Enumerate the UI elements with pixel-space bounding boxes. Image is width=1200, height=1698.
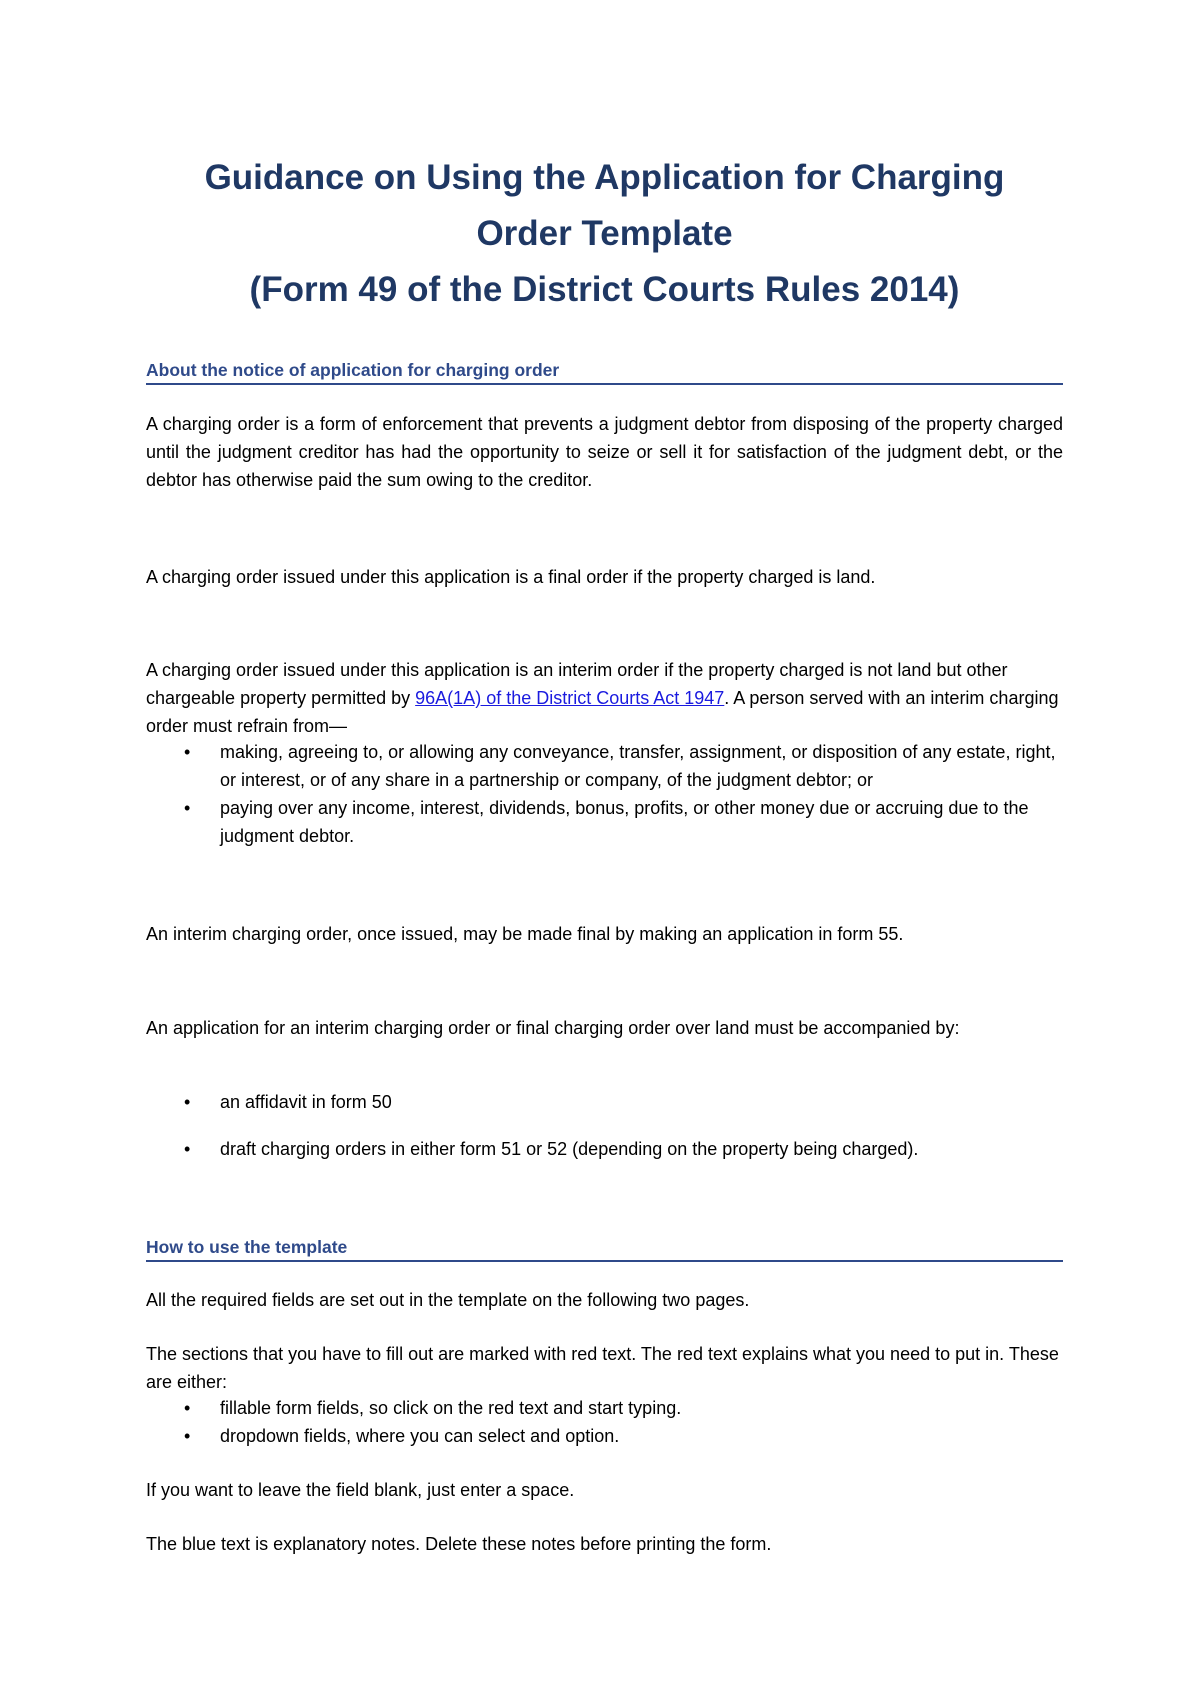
- field-types-list: [146, 1394, 1063, 1450]
- list-item: • an affidavit in form 50: [146, 1088, 1063, 1116]
- title-line-1: Guidance on Using the Application for Charging: [204, 158, 1005, 197]
- accompanying-documents-list-2: [146, 1135, 1063, 1163]
- bullet-icon: •: [184, 798, 191, 818]
- paragraph-final-order: A charging order issued under this application is a final order if the property charged is land.: [146, 567, 876, 587]
- refrain-from-list: [146, 738, 1063, 850]
- section-heading-about: About the notice of application for charging order: [146, 359, 1063, 385]
- paragraph-leave-blank: If you want to leave the field blank, just enter a space.: [146, 1480, 575, 1500]
- bullet-icon: •: [184, 1139, 191, 1159]
- document-title: [146, 150, 1063, 318]
- section-heading-how-to-use: How to use the template: [146, 1236, 1063, 1262]
- paragraph-blue-text: The blue text is explanatory notes. Delete these notes before printing the form.: [146, 1534, 772, 1554]
- accompanying-documents-list: [146, 1088, 1063, 1116]
- district-courts-act-link[interactable]: 96A(1A) of the District Courts Act 1947: [415, 688, 725, 708]
- paragraph-required-fields: All the required fields are set out in the template on the following two pages.: [146, 1290, 750, 1310]
- bullet-icon: •: [184, 1398, 191, 1418]
- title-line-3: (Form 49 of the District Courts Rules 2014): [249, 270, 960, 309]
- list-item: • draft charging orders in either form 51 or 52 (depending on the property being charged).: [146, 1135, 1063, 1163]
- title-line-2: Order Template: [476, 214, 733, 253]
- paragraph-make-final: An interim charging order, once issued, may be made final by making an application in form 55.: [146, 924, 904, 944]
- list-item: • paying over any income, interest, dividends, bonus, profits, or other money due or accruing due to the judgment debtor.: [146, 794, 1063, 850]
- bullet-icon: •: [184, 1426, 191, 1446]
- interim-order-text-after: . A person served with an interim charging order must refrain from—: [146, 688, 1059, 736]
- paragraph-charging-order-definition: A charging order is a form of enforcement that prevents a judgment debtor from disposing of the property charged until the judgment creditor has had the opportunity to seize or sell it for satisfaction of the judgment debt, or the debtor has otherwise paid the sum owing to the creditor.: [146, 414, 1063, 490]
- list-item: • fillable form fields, so click on the red text and start typing.: [146, 1394, 1063, 1422]
- interim-order-text-before: A charging order issued under this application is an interim order if the property charged is not land but other chargeable property permitted by: [146, 660, 1008, 708]
- paragraph-interim-order: [146, 656, 1063, 740]
- list-item: • making, agreeing to, or allowing any conveyance, transfer, assignment, or disposition of any estate, right, or interest, or of any share in a partnership or company, of the judgment debtor; or: [146, 738, 1063, 794]
- paragraph-accompanied-by: An application for an interim charging order or final charging order over land must be accompanied by:: [146, 1018, 960, 1038]
- bullet-icon: •: [184, 742, 191, 762]
- bullet-icon: •: [184, 1092, 191, 1112]
- list-item: • dropdown fields, where you can select and option.: [146, 1422, 1063, 1450]
- paragraph-red-text: The sections that you have to fill out are marked with red text. The red text explains what you need to put in. These are either:: [146, 1344, 1059, 1392]
